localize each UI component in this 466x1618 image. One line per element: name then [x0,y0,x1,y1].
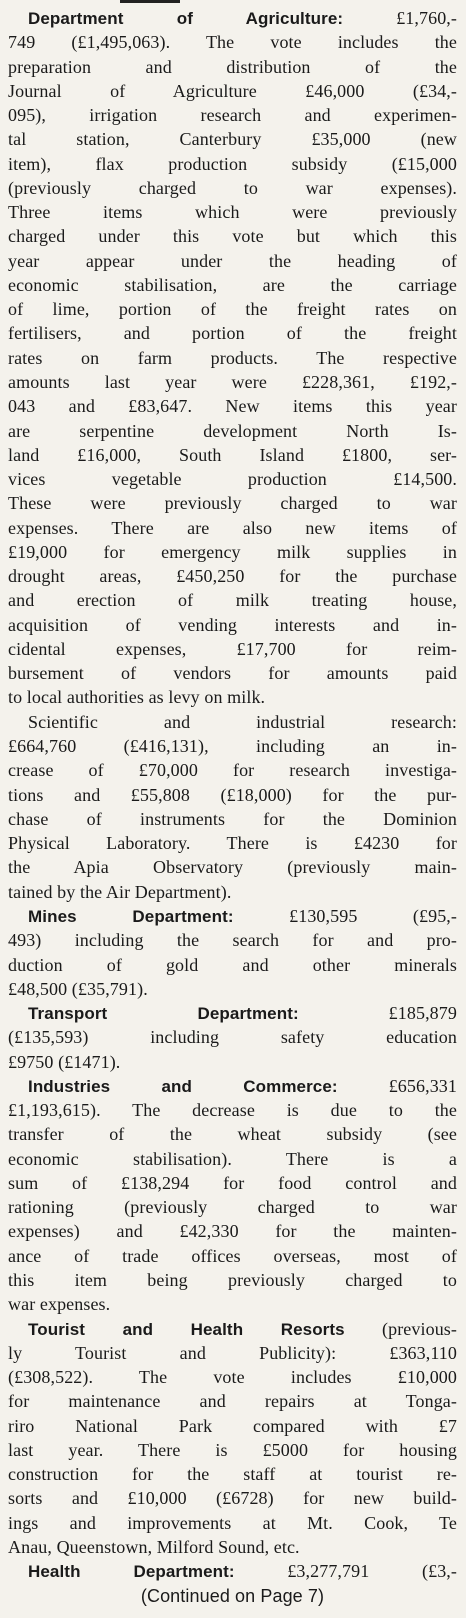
text-line: rationing (previously charged to war [8,1197,457,1218]
text-line: charged under this vote but which this [8,226,457,247]
text-line: this item being previously charged to [8,1270,457,1290]
paragraph-scientific-research [8,710,457,904]
text-line: £48,500 (£35,791). [8,978,148,999]
continued-notice-wrap [8,1584,457,1608]
text-line: (previously charged to war expenses). [8,177,457,198]
paragraph-transport [8,1001,457,1074]
text-line: These were previously charged to war [8,493,457,514]
text-line: year appear under the heading of [8,250,457,271]
paragraph-tourist-health-resorts [8,1317,457,1560]
paragraph-mines [8,904,457,1001]
paragraph-health [8,1559,457,1583]
text-line: ance of trade offices overseas, most of [8,1245,457,1266]
text-line: Transport Department: £185,879 [28,1003,457,1024]
paragraph-industries-commerce [8,1074,457,1317]
text-line: riro National Park compared with £7 [8,1415,457,1436]
text-line: transfer of the wheat subsidy (see [8,1124,457,1145]
text-line: war expenses. [8,1294,111,1315]
text-line: cidental expenses, £17,700 for reim- [8,638,457,659]
text-line: Three items which were previously [8,202,457,223]
text-line: Mines Department: £130,595 (£95,- [28,905,457,926]
text-line: sum of £138,294 for food control and [8,1172,457,1193]
text-line: 095), irrigation research and experimen- [8,105,457,126]
text-line: tained by the Air Department). [8,881,232,902]
text-line: bursement of vendors for amounts paid [8,663,457,684]
text-line: land £16,000, South Island £1800, ser- [8,444,457,465]
text-line: duction of gold and other minerals [8,954,457,975]
column-top-rule [120,0,180,3]
text-line: Physical Laboratory. There is £4230 for [8,833,457,854]
text-line: are serpentine development North Is- [8,420,457,441]
text-line: Health Department: £3,277,791 (£3,- [28,1561,457,1582]
text-line: to local authorities as levy on milk. [8,687,266,708]
text-line: 749 (£1,495,063). The vote includes the [8,32,457,53]
text-line: expenses. There are also new items of [8,517,457,538]
text-line: ly Tourist and Publicity): £363,110 [8,1342,457,1363]
text-line: £1,193,615). The decrease is due to the [8,1100,457,1121]
text-line: rates on farm products. The respective [8,347,457,368]
text-line: last year. There is £5000 for housing [8,1439,457,1460]
text-line: £19,000 for emergency milk supplies in [8,541,457,562]
text-line: ings and improvements at Mt. Cook, Te [8,1512,457,1533]
text-line: (£308,522). The vote includes £10,000 [8,1367,457,1388]
text-line: of lime, portion of the freight rates on [8,299,457,320]
text-line: construction for the staff at tourist re- [8,1464,457,1485]
text-line: Tourist and Health Resorts (previous- [28,1318,457,1339]
text-line: £664,760 (£416,131), including an in- [8,736,457,757]
paragraph-lead: Health Department: [28,1562,235,1582]
text-line: chase of instruments for the Dominion [8,808,457,829]
paragraph-lead: Transport Department: [28,1004,299,1024]
text-line: tal station, Canterbury £35,000 (new [8,129,457,150]
paragraph-lead: Mines Department: [28,906,234,926]
text-line: Anau, Queenstown, Milford Sound, etc. [8,1536,300,1557]
text-line: vices vegetable production £14,500. [8,469,457,490]
text-line: acquisition of vending interests and in- [8,614,457,635]
text-line: Scientific and industrial research: [28,711,457,732]
text-line: fertilisers, and portion of the freight [8,323,457,344]
text-line: £9750 (£1471). [8,1051,121,1072]
text-line: Industries and Commerce: £656,331 [28,1075,458,1096]
text-line: for maintenance and repairs at Tonga- [8,1391,457,1412]
text-line: sorts and £10,000 (£6728) for new build- [8,1488,457,1509]
text-line: 493) including the search for and pro- [8,930,457,951]
text-line: item), flax production subsidy (£15,000 [8,153,457,174]
text-line: economic stabilisation, are the carriage [8,274,457,295]
text-line: crease of £70,000 for research investiga- [8,760,457,781]
paragraph-agriculture [8,6,457,710]
text-line: economic stabilisation). There is a [8,1148,457,1169]
paragraph-lead: Tourist and Health Resorts [28,1319,345,1339]
text-line: the Apia Observatory (previously main- [8,857,457,878]
text-line: preparation and distribution of the [8,56,457,77]
text-line: 043 and £83,647. New items this year [8,396,457,417]
text-line: Journal of Agriculture £46,000 (£34,- [8,80,457,101]
continued-notice: (Continued on Page 7) [140,1585,325,1606]
text-line: tions and £55,808 (£18,000) for the pur- [8,784,457,805]
paragraph-lead: Industries and Commerce: [28,1076,338,1096]
text-line: drought areas, £450,250 for the purchase [8,566,457,587]
text-line: Department of Agriculture: £1,760,- [28,8,457,28]
paragraph-lead: Department of Agriculture: [28,9,344,28]
text-line: amounts last year were £228,361, £192,- [8,371,457,392]
text-line: (£135,593) including safety education [8,1027,457,1048]
text-line: and erection of milk treating house, [8,590,457,611]
text-line: expenses) and £42,330 for the mainten- [8,1221,457,1242]
